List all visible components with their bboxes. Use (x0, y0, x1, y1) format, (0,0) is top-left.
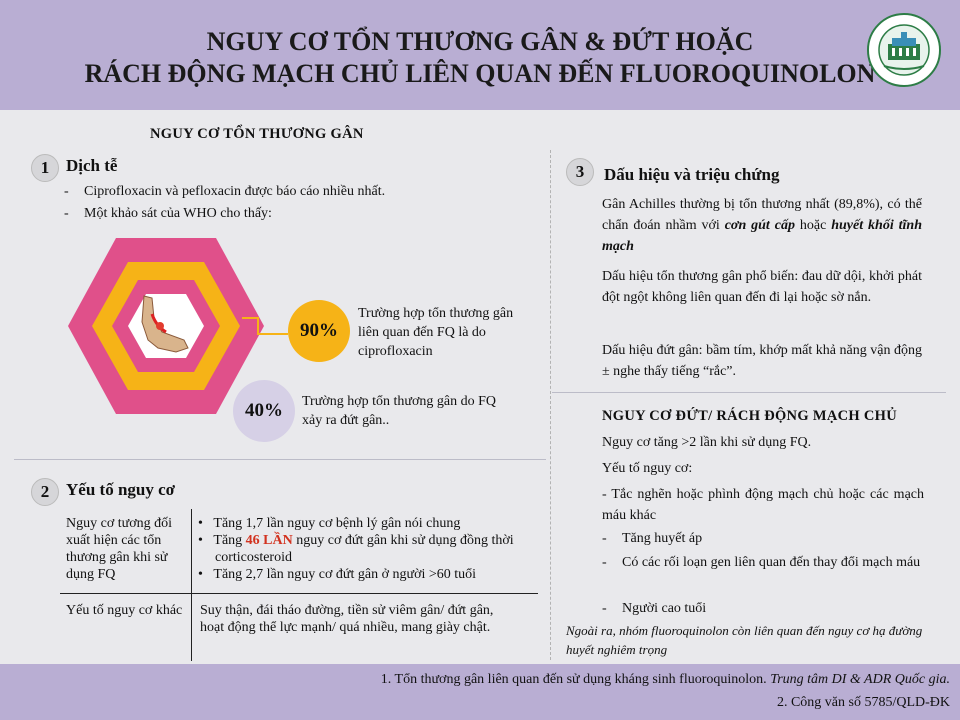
risk-row-1-label: Nguy cơ tương đối xuất hiện các tổn thương gân khi sử dụng FQ (66, 516, 172, 582)
divider-left (14, 459, 546, 460)
section-3-number: 3 (566, 158, 594, 186)
stat-40-badge: 40% (233, 380, 295, 442)
section-2-title: Yếu tố nguy cơ (66, 480, 176, 499)
symptoms-para-2: Dấu hiệu tổn thương gân phổ biến: đau dữ dội, khởi phát đột ngột không liên quan đến đi lại hoặc sờ nắn. (602, 269, 922, 305)
symptoms-para-1-pre: Gân Achilles thường bị tổn thương nhất (89,8%), có thể chẩn đoán nhầm với (602, 197, 922, 233)
aorta-bullet-1-text: Tăng huyết áp (622, 531, 703, 546)
aorta-bullet-3: - Người cao tuổi (602, 601, 707, 616)
aorta-bullet-2-text: Có các rối loạn gen liên quan đến thay đổi mạch máu (622, 555, 921, 570)
section-2-number: 2 (31, 478, 59, 506)
epidemiology-bullet-1-text: Ciprofloxacin và pefloxacin được báo cáo nhiều nhất. (84, 184, 386, 199)
hospital-logo (866, 12, 942, 88)
section-1-number: 1 (31, 154, 59, 182)
risk-bullet-3: • Tăng 2,7 lần nguy cơ đứt gân ở người >60 tuổi (198, 567, 477, 582)
divider-right (552, 392, 946, 393)
aorta-line-3: - Tắc nghẽn hoặc phình động mạch chủ hoặc các mạch máu khác (602, 487, 924, 523)
risk-bullet-2-pre: Tăng (213, 533, 246, 548)
stat-90-badge: 90% (288, 300, 350, 362)
table-vertical-divider (191, 509, 192, 661)
risk-bullet-3-text: Tăng 2,7 lần nguy cơ đứt gân ở người >60 tuổi (213, 567, 477, 582)
aorta-bullet-3-text: Người cao tuổi (622, 601, 707, 616)
section-3-title: Dấu hiệu và triệu chứng (604, 165, 780, 184)
risk-bullet-2-highlight: 46 LẦN (245, 533, 293, 548)
reference-1-source: Trung tâm DI & ADR Quốc gia. (770, 672, 950, 687)
risk-bullet-2: • Tăng 46 LẦN nguy cơ đứt gân khi sử dụng đồng thời corticosteroid (198, 533, 514, 565)
section-1-title: Dịch tễ (66, 156, 118, 175)
hexagon-foot-graphic (66, 236, 266, 416)
aorta-line-1: Nguy cơ tăng >2 lần khi sử dụng FQ. (602, 435, 812, 450)
hypoglycemia-note: Ngoài ra, nhóm fluoroquinolon còn liên quan đến nguy cơ hạ đường huyết nghiêm trọng (566, 623, 923, 657)
risk-row-2-label: Yếu tố nguy cơ khác (66, 603, 183, 618)
risk-row-1-bullets (198, 515, 538, 583)
aorta-bullet-2: - Có các rối loạn gen liên quan đến thay đổi mạch máu (602, 555, 921, 570)
column-divider (550, 150, 551, 660)
footer-references (0, 664, 960, 720)
risk-bullet-1: • Tăng 1,7 lần nguy cơ bệnh lý gân nói chung (198, 516, 461, 531)
stat-90-text: Trường hợp tổn thương gân liên quan đến FQ là do ciprofloxacin (358, 306, 514, 359)
symptoms-para-3: Dấu hiệu đứt gân: bầm tím, khớp mất khả năng vận động ± nghe thấy tiếng “rắc”. (602, 343, 922, 379)
epidemiology-bullet-1: - Ciprofloxacin và pefloxacin được báo cáo nhiều nhất. (64, 184, 386, 199)
reference-1 (381, 672, 950, 688)
reference-2: 2. Công văn số 5785/QLD-ĐK (776, 695, 950, 710)
symptoms-para-1-gout: cơn gút cấp (724, 218, 795, 233)
page-title (0, 26, 960, 90)
aorta-risk-heading: NGUY CƠ ĐỨT/ RÁCH ĐỘNG MẠCH CHỦ (602, 408, 897, 424)
tendon-risk-heading: NGUY CƠ TỔN THƯƠNG GÂN (150, 126, 364, 142)
symptoms-para-1 (602, 194, 922, 257)
symptoms-para-1-thrombosis: huyết khối tĩnh mạch (602, 218, 922, 254)
symptoms-para-1-mid: hoặc (794, 218, 832, 233)
stat-40-text: Trường hợp tổn thương gân do FQ xảy ra đứt gân.. (302, 394, 496, 428)
aorta-bullet-1: - Tăng huyết áp (602, 531, 703, 546)
title-line-2: RÁCH ĐỘNG MẠCH CHỦ LIÊN QUAN ĐẾN FLUOROQUINOLON (84, 59, 876, 88)
risk-row-2-text: Suy thận, đái tháo đường, tiền sử viêm gân/ đứt gân, hoạt động thể lực mạnh/ quá nhiều, mang giày chật. (200, 603, 494, 635)
title-line-1: NGUY CƠ TỔN THƯƠNG GÂN & ĐỨT HOẶC (206, 27, 754, 56)
risk-bullet-2-post: nguy cơ đứt gân khi sử dụng đồng thời corticosteroid (215, 533, 514, 565)
risk-bullet-1-text: Tăng 1,7 lần nguy cơ bệnh lý gân nói chung (213, 516, 461, 531)
epidemiology-bullet-2: - Một khảo sát của WHO cho thấy: (64, 206, 272, 221)
reference-1-text: 1. Tổn thương gân liên quan đến sử dụng kháng sinh fluoroquinolon. (380, 672, 771, 687)
epidemiology-bullet-2-text: Một khảo sát của WHO cho thấy: (84, 206, 272, 221)
aorta-line-2: Yếu tố nguy cơ: (602, 461, 693, 476)
table-row-divider (60, 593, 538, 594)
